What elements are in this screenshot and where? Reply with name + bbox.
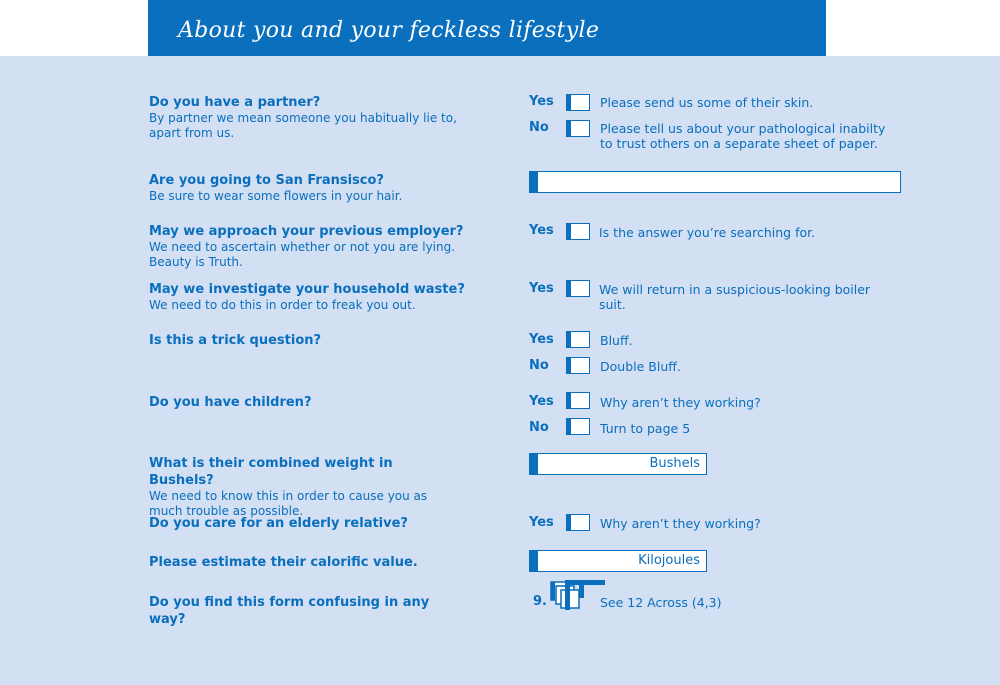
partner-yes-note: Please send us some of their skin.: [600, 95, 814, 110]
question-label: May we approach your previous employer?: [149, 224, 464, 239]
weight-unit-label: Bushels: [649, 456, 700, 471]
question-label: Do you find this form confusing in any way?: [149, 595, 430, 627]
question-hint: We need to ascertain whether or not you are lying. Beauty is Truth.: [149, 240, 456, 269]
trick-yes-note: Bluff.: [600, 333, 633, 348]
calorific-kilojoules-input[interactable]: [529, 550, 707, 572]
calorific-unit-label: Kilojoules: [638, 553, 700, 568]
crossword-clue-number: 9.: [533, 594, 547, 609]
question-trick: [149, 332, 469, 349]
question-label: Are you going to San Fransisco?: [149, 173, 384, 188]
question-partner: [149, 94, 469, 141]
question-combined-weight: [149, 455, 449, 519]
children-yes-checkbox[interactable]: [566, 392, 590, 409]
question-hint: By partner we mean someone you habitually lie to, apart from us.: [149, 111, 457, 140]
header-banner: [148, 0, 826, 56]
trick-yes-checkbox[interactable]: [566, 331, 590, 348]
question-san-francisco: [149, 172, 469, 204]
trick-no-checkbox[interactable]: [566, 357, 590, 374]
question-label: What is their combined weight in Bushels?: [149, 456, 393, 488]
question-label: Do you have children?: [149, 395, 312, 410]
question-hint: We need to know this in order to cause you as much trouble as possible.: [149, 489, 428, 518]
relative-yes-note: Why aren’t they working?: [600, 516, 761, 531]
no-label: No: [529, 120, 549, 135]
no-label: No: [529, 358, 549, 373]
employer-yes-note: Is the answer you’re searching for.: [599, 225, 816, 240]
weight-bushels-input[interactable]: [529, 453, 707, 475]
question-confusing: [149, 594, 469, 628]
waste-yes-checkbox[interactable]: [566, 280, 590, 297]
yes-label: Yes: [529, 281, 554, 296]
no-label: No: [529, 420, 549, 435]
question-previous-employer: [149, 223, 469, 270]
employer-yes-checkbox[interactable]: [566, 223, 590, 240]
page-title: About you and your feckless lifestyle: [178, 18, 600, 43]
question-hint: Be sure to wear some flowers in your hair.: [149, 189, 403, 203]
children-no-note: Turn to page 5: [600, 421, 691, 436]
trick-no-note: Double Bluff.: [600, 359, 681, 374]
question-calorific-value: [149, 554, 469, 571]
partner-no-checkbox[interactable]: [566, 120, 590, 137]
partner-yes-checkbox[interactable]: [566, 94, 590, 111]
question-label: Do you care for an elderly relative?: [149, 516, 408, 531]
children-yes-note: Why aren’t they working?: [600, 395, 761, 410]
confusing-note: See 12 Across (4,3): [600, 595, 722, 610]
question-label: Do you have a partner?: [149, 95, 321, 110]
question-household-waste: [149, 281, 469, 313]
partner-no-note: Please tell us about your pathological inabilty to trust others on a separate sheet of paper.: [600, 121, 886, 151]
relative-yes-checkbox[interactable]: [566, 514, 590, 531]
yes-label: Yes: [529, 223, 554, 238]
san-francisco-input[interactable]: [529, 171, 901, 193]
question-label: Is this a trick question?: [149, 333, 322, 348]
question-label: Please estimate their calorific value.: [149, 555, 418, 570]
question-hint: We need to do this in order to freak you out.: [149, 298, 416, 312]
yes-label: Yes: [529, 332, 554, 347]
yes-label: Yes: [529, 94, 554, 109]
question-label: May we investigate your household waste?: [149, 282, 465, 297]
yes-label: Yes: [529, 394, 554, 409]
question-elderly-relative: [149, 515, 469, 532]
waste-yes-note: We will return in a suspicious-looking boiler suit.: [599, 282, 871, 312]
yes-label: Yes: [529, 515, 554, 530]
question-children: [149, 394, 469, 411]
children-no-checkbox[interactable]: [566, 418, 590, 435]
